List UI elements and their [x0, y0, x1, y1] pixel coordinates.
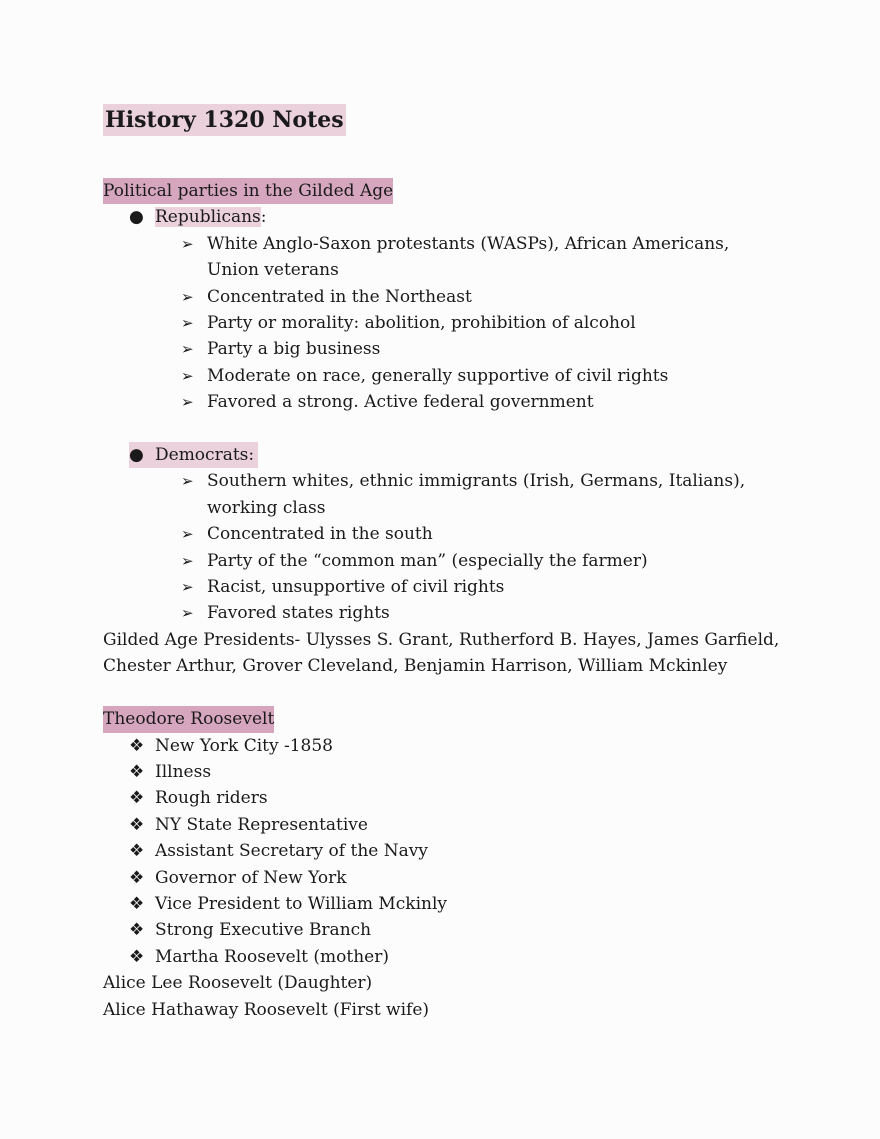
list-item: ➢ Racist, unsupportive of civil rights: [103, 574, 803, 600]
first-wife-line: Alice Hathaway Roosevelt (First wife): [103, 999, 430, 1020]
diamond-bullet-icon: ❖: [129, 735, 145, 756]
list-item: ➢ Party or morality: abolition, prohibition of alcohol: [103, 310, 803, 336]
arrow-icon: ➢: [181, 366, 194, 385]
list-item: ❖ Assistant Secretary of the Navy: [103, 838, 803, 864]
list-item: ➢ Party a big business: [103, 336, 803, 362]
republicans-colon: :: [260, 207, 267, 228]
diamond-bullet-icon: ❖: [129, 761, 145, 782]
list-item: ❖ Vice President to William Mckinly: [103, 891, 803, 917]
section-heading-political-parties: Political parties in the Gilded Age: [103, 178, 393, 204]
arrow-icon: ➢: [181, 393, 194, 412]
republicans-label: Republicans: [155, 207, 261, 228]
arrow-icon: ➢: [181, 578, 194, 597]
list-item: ➢ Favored a strong. Active federal government: [103, 389, 803, 415]
list-item: ❖ NY State Representative: [103, 812, 803, 838]
arrow-icon: ➢: [181, 525, 194, 544]
list-item: ❖ Illness: [103, 759, 803, 785]
gilded-age-presidents: Gilded Age Presidents- Ulysses S. Grant, Rutherford B. Hayes, James Garfield, Chester Arthur, Grover Cleveland, Benjamin Harrison, William Mckinley: [103, 629, 780, 677]
diamond-bullet-icon: ❖: [129, 920, 145, 941]
list-item: ➢ White Anglo-Saxon protestants (WASPs), African Americans, Union veterans: [103, 231, 803, 284]
diamond-bullet-icon: ❖: [129, 946, 145, 967]
democrats-bullet: [103, 442, 803, 468]
section-heading-theodore-roosevelt: Theodore Roosevelt: [103, 706, 274, 732]
list-item: ❖ Rough riders: [103, 785, 803, 811]
arrow-icon: ➢: [181, 314, 194, 333]
republicans-bullet: [103, 204, 803, 230]
list-item: ❖ New York City -1858: [103, 733, 803, 759]
document-body: [103, 104, 803, 1023]
arrow-icon: ➢: [181, 340, 194, 359]
diamond-bullet-icon: ❖: [129, 814, 145, 835]
page-title: History 1320 Notes: [103, 104, 346, 136]
democrats-label: Democrats:: [155, 445, 255, 466]
list-item: ❖ Martha Roosevelt (mother): [103, 944, 803, 970]
list-item: ❖ Governor of New York: [103, 865, 803, 891]
list-item: ➢ Concentrated in the Northeast: [103, 284, 803, 310]
arrow-icon: ➢: [181, 551, 194, 570]
bullet-dot-icon: ●: [129, 445, 144, 466]
diamond-bullet-icon: ❖: [129, 841, 145, 862]
list-item: ➢ Favored states rights: [103, 600, 803, 626]
list-item: ❖ Strong Executive Branch: [103, 917, 803, 943]
list-item: ➢ Southern whites, ethnic immigrants (Irish, Germans, Italians), working class: [103, 468, 803, 521]
diamond-bullet-icon: ❖: [129, 788, 145, 809]
arrow-icon: ➢: [181, 287, 194, 306]
daughter-line: Alice Lee Roosevelt (Daughter): [103, 973, 373, 994]
list-item: ➢ Concentrated in the south: [103, 521, 803, 547]
list-item: ➢ Moderate on race, generally supportive of civil rights: [103, 363, 803, 389]
list-item: ➢ Party of the “common man” (especially the farmer): [103, 548, 803, 574]
arrow-icon: ➢: [181, 604, 194, 623]
diamond-bullet-icon: ❖: [129, 893, 145, 914]
bullet-dot-icon: ●: [129, 207, 144, 228]
diamond-bullet-icon: ❖: [129, 867, 145, 888]
arrow-icon: ➢: [181, 234, 194, 253]
arrow-icon: ➢: [181, 472, 194, 491]
